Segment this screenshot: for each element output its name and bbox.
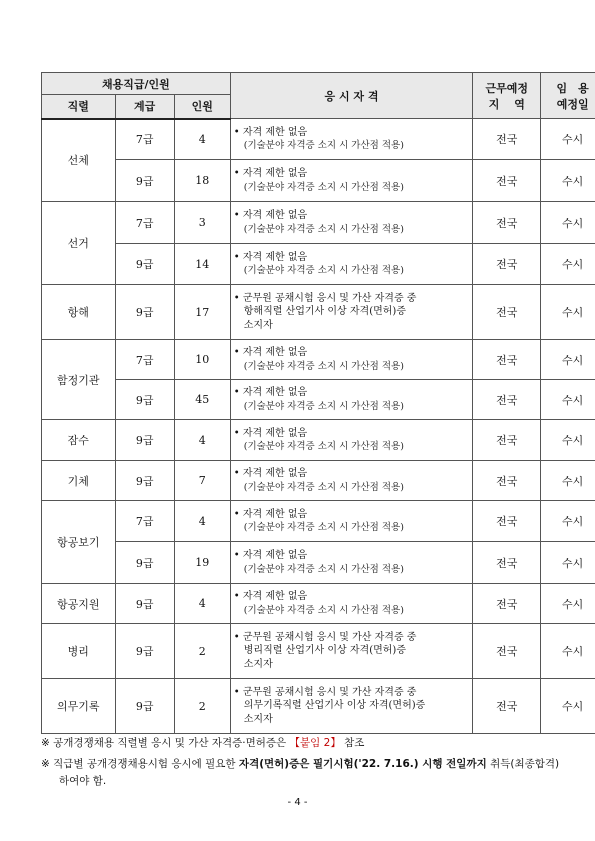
cell-grade: 7급 (115, 340, 174, 380)
qualification-line: (기술분야 자격증 소지 시 가산점 적용) (243, 181, 404, 193)
cell-qualification (230, 420, 473, 461)
cell-qualification (230, 501, 473, 542)
cell-qualification (230, 285, 473, 340)
qualification-line: • 자격 제한 없음 (233, 126, 308, 138)
cell-grade: 9급 (115, 244, 174, 285)
cell-qualification (230, 624, 473, 679)
cell-count: 10 (174, 340, 230, 380)
qualification-line: 병리직렬 산업기사 이상 자격(면허)증 (243, 645, 406, 657)
cell-grade: 9급 (115, 160, 174, 202)
cell-count: 18 (174, 160, 230, 202)
cell-date: 수시 (541, 584, 595, 624)
cell-qualification (230, 202, 473, 244)
qualification-line: (기술분야 자격증 소지 시 가산점 적용) (243, 481, 404, 493)
qualification-line: (기술분야 자격증 소지 시 가산점 적용) (243, 441, 404, 452)
cell-region: 전국 (473, 119, 541, 160)
cell-job: 함정기관 (42, 340, 116, 420)
table-row (42, 584, 595, 624)
cell-qualification (230, 679, 473, 734)
cell-region: 전국 (473, 202, 541, 244)
qualification-line: • 자격 제한 없음 (233, 210, 308, 221)
qualification-line: (기술분야 자격증 소지 시 가산점 적용) (243, 400, 404, 412)
cell-qualification (230, 461, 473, 501)
cell-region: 전국 (473, 584, 541, 624)
qualification-line: • 자격 제한 없음 (233, 168, 308, 179)
qualification-line: • 자격 제한 없음 (233, 347, 308, 358)
cell-qualification (230, 244, 473, 285)
cell-count: 14 (174, 244, 230, 285)
cell-region: 전국 (473, 624, 541, 679)
header-grade: 계급 (115, 95, 174, 119)
cell-count: 3 (174, 202, 230, 244)
note-2: ※ 직급별 공개경쟁채용시험 응시에 필요한 자격(면허)증은 필기시험('22. 7.16.) 시행 전일까지 취득(최종합격)하여야 함. (41, 758, 560, 787)
cell-region: 전국 (473, 461, 541, 501)
cell-grade: 9급 (115, 285, 174, 340)
cell-date: 수시 (541, 380, 595, 420)
cell-date: 수시 (541, 160, 595, 202)
cell-job: 항공보기 (42, 501, 116, 584)
cell-grade: 9급 (115, 420, 174, 461)
recruitment-table (41, 72, 595, 734)
cell-qualification (230, 584, 473, 624)
header-count: 인원 (174, 95, 230, 119)
cell-date: 수시 (541, 202, 595, 244)
qualification-line: • 자격 제한 없음 (233, 550, 308, 561)
cell-grade: 7급 (115, 119, 174, 160)
table-body (42, 119, 595, 734)
cell-job: 기체 (42, 461, 116, 501)
qualification-line: (기술분야 자격증 소지 시 가산점 적용) (243, 265, 404, 276)
header-qualification: 응 시 자 격 (230, 73, 473, 119)
cell-grade: 9급 (115, 461, 174, 501)
qualification-line: • 자격 제한 없음 (233, 427, 308, 439)
table-row (42, 160, 595, 202)
cell-region: 전국 (473, 160, 541, 202)
qualification-line: (기술분야 자격증 소지 시 가산점 적용) (243, 522, 404, 533)
cell-count: 2 (174, 679, 230, 734)
cell-region: 전국 (473, 420, 541, 461)
cell-count: 45 (174, 380, 230, 420)
cell-job: 항공지원 (42, 584, 116, 624)
cell-job: 선거 (42, 202, 116, 285)
cell-job: 잠수 (42, 420, 116, 461)
table-row (42, 244, 595, 285)
note-1: ※ 공개경쟁채용 직렬별 응시 및 가산 자격증·면허증은 【붙임 2】 참조 (41, 737, 365, 749)
qualification-line: • 자격 제한 없음 (233, 387, 308, 398)
qualification-line: • 자격 제한 없음 (233, 508, 308, 520)
cell-region: 전국 (473, 679, 541, 734)
header-job: 직렬 (42, 95, 116, 119)
header-date: 임 용 예정일 (541, 73, 595, 119)
cell-region: 전국 (473, 285, 541, 340)
cell-date: 수시 (541, 624, 595, 679)
cell-region: 전국 (473, 340, 541, 380)
cell-job: 병리 (42, 624, 116, 679)
table-row (42, 420, 595, 461)
cell-count: 2 (174, 624, 230, 679)
cell-count: 4 (174, 420, 230, 461)
cell-count: 19 (174, 542, 230, 584)
qualification-line: • 군무원 공채시험 응시 및 가산 자격증 중 (233, 631, 417, 643)
table-row (42, 202, 595, 244)
table-row (42, 679, 595, 734)
cell-qualification (230, 340, 473, 380)
cell-qualification (230, 160, 473, 202)
qualification-line: • 자격 제한 없음 (233, 468, 308, 479)
cell-date: 수시 (541, 340, 595, 380)
cell-job: 의무기록 (42, 679, 116, 734)
qualification-line: (기술분야 자격증 소지 시 가산점 적용) (243, 360, 404, 372)
table-row (42, 285, 595, 340)
cell-date: 수시 (541, 420, 595, 461)
cell-grade: 7급 (115, 501, 174, 542)
cell-date: 수시 (541, 461, 595, 501)
qualification-line: (기술분야 자격증 소지 시 가산점 적용) (243, 563, 404, 575)
cell-qualification (230, 542, 473, 584)
cell-region: 전국 (473, 380, 541, 420)
qualification-line: • 군무원 공채시험 응시 및 가산 자격증 중 (233, 686, 417, 698)
qualification-line: 소지자 (243, 713, 273, 725)
qualification-line: 의무기록직렬 산업기사 이상 자격(면허)증 (243, 700, 426, 712)
cell-grade: 9급 (115, 380, 174, 420)
table-row (42, 624, 595, 679)
cell-grade: 9급 (115, 542, 174, 584)
cell-date: 수시 (541, 119, 595, 160)
table-row (42, 542, 595, 584)
header-group: 채용직급/인원 (42, 73, 231, 95)
qualification-line: 항해직렬 산업기사 이상 자격(면허)증 (243, 306, 406, 318)
cell-grade: 9급 (115, 624, 174, 679)
qualification-line: (기술분야 자격증 소지 시 가산점 적용) (243, 223, 404, 235)
cell-grade: 7급 (115, 202, 174, 244)
qualification-line: (기술분야 자격증 소지 시 가산점 적용) (243, 140, 404, 151)
table-row (42, 461, 595, 501)
cell-job: 선체 (42, 119, 116, 202)
cell-count: 4 (174, 119, 230, 160)
cell-date: 수시 (541, 244, 595, 285)
qualification-line: 소지자 (243, 319, 273, 331)
table-row (42, 380, 595, 420)
table-row (42, 119, 595, 160)
qualification-line: • 자격 제한 없음 (233, 591, 308, 602)
qualification-line: (기술분야 자격증 소지 시 가산점 적용) (243, 604, 404, 616)
cell-date: 수시 (541, 542, 595, 584)
cell-region: 전국 (473, 501, 541, 542)
cell-job: 항해 (42, 285, 116, 340)
notes (41, 735, 566, 794)
cell-region: 전국 (473, 244, 541, 285)
page-number: - 4 - (287, 797, 308, 808)
qualification-line: • 군무원 공채시험 응시 및 가산 자격증 중 (233, 292, 417, 304)
cell-date: 수시 (541, 285, 595, 340)
cell-date: 수시 (541, 501, 595, 542)
table-row (42, 340, 595, 380)
qualification-line: • 자격 제한 없음 (233, 251, 308, 263)
cell-count: 7 (174, 461, 230, 501)
cell-count: 17 (174, 285, 230, 340)
cell-qualification (230, 119, 473, 160)
qualification-line: 소지자 (243, 658, 273, 670)
header-region: 근무예정 지 역 (473, 73, 541, 119)
table-row (42, 501, 595, 542)
cell-grade: 9급 (115, 679, 174, 734)
cell-region: 전국 (473, 542, 541, 584)
cell-grade: 9급 (115, 584, 174, 624)
cell-qualification (230, 380, 473, 420)
cell-count: 4 (174, 584, 230, 624)
appendix-ref: 【붙임 2】 (289, 737, 341, 749)
cell-date: 수시 (541, 679, 595, 734)
cell-count: 4 (174, 501, 230, 542)
